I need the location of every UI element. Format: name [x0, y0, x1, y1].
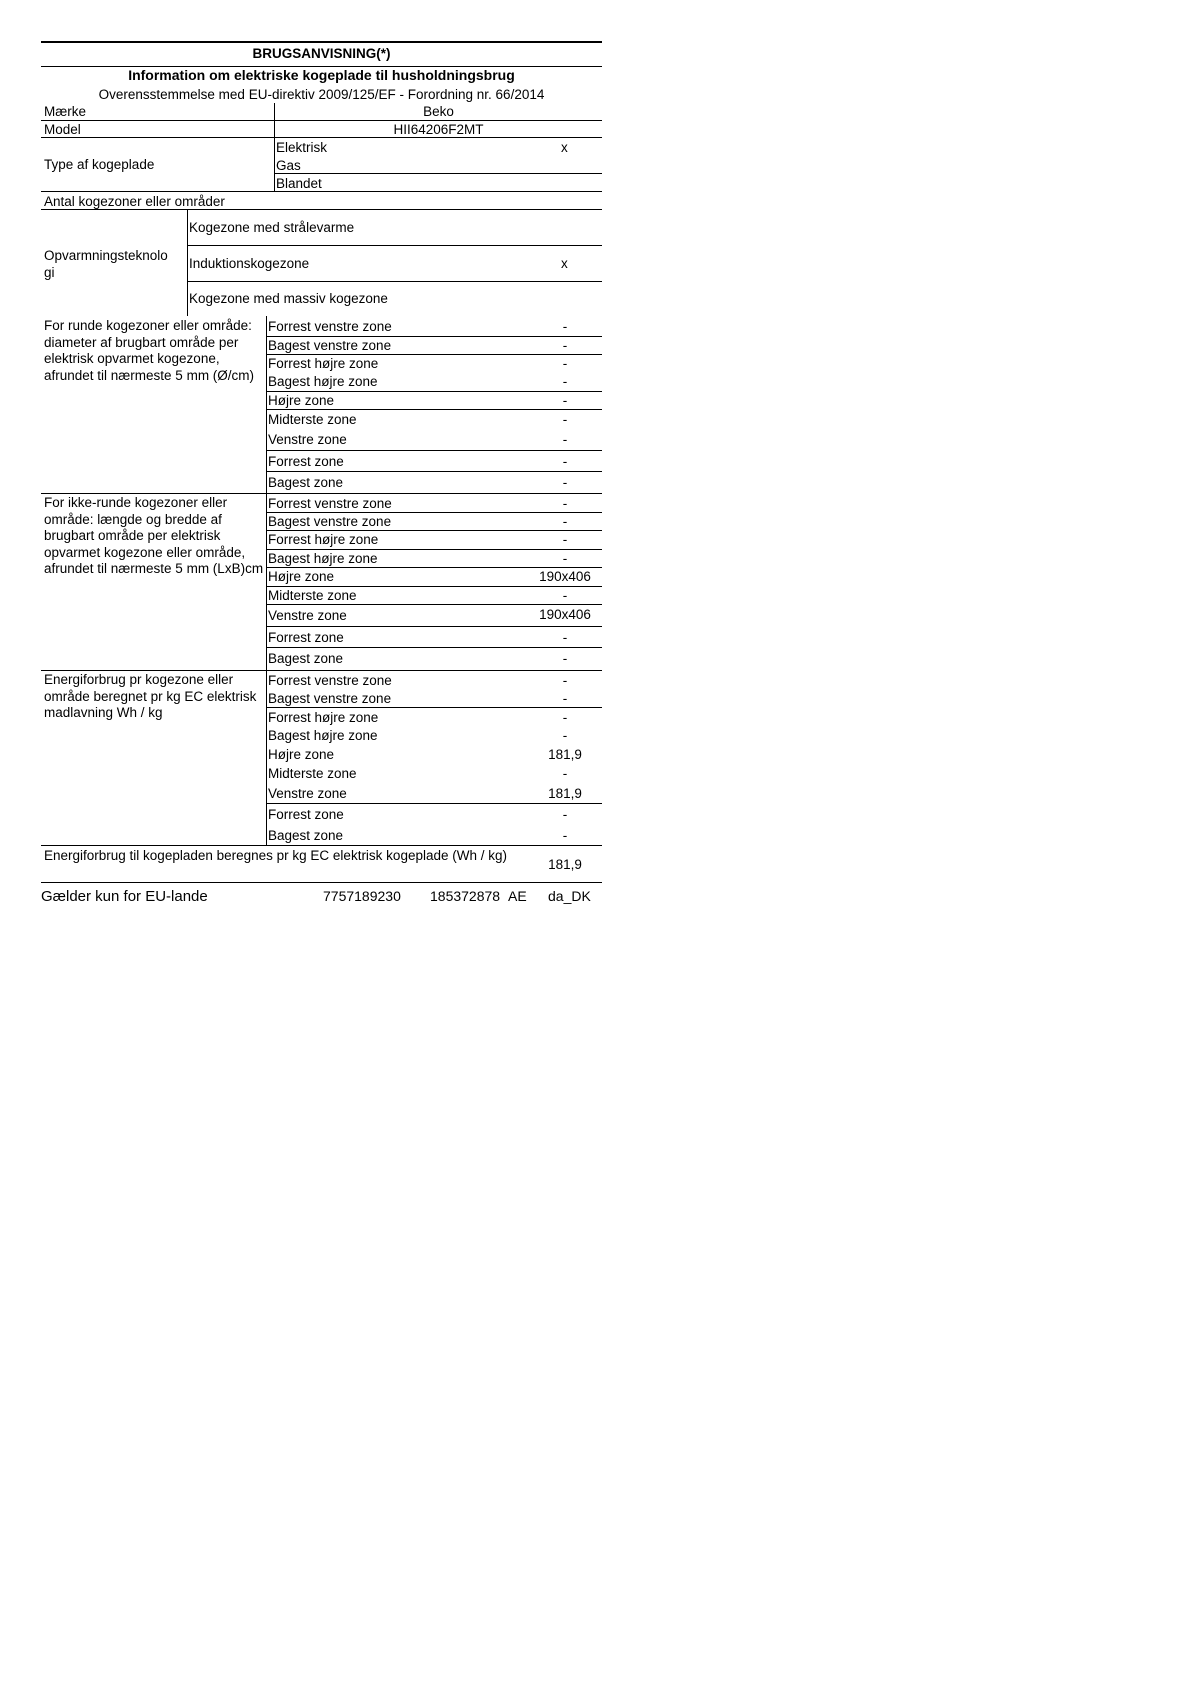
- top-rule: [41, 41, 602, 43]
- zone-value: 190x406: [539, 569, 591, 584]
- zone-value: -: [562, 393, 568, 408]
- document-code: 185372878: [430, 888, 501, 904]
- divider: [274, 173, 602, 174]
- zone-value: -: [562, 338, 568, 353]
- zone-name: Forrest zone: [268, 807, 344, 822]
- divider: [266, 604, 602, 605]
- compliance-text: Overensstemmelse med EU-direktiv 2009/125/EF - Forordning nr. 66/2014: [98, 87, 545, 102]
- divider: [266, 512, 602, 513]
- divider: [187, 209, 188, 316]
- zone-value: -: [562, 514, 568, 529]
- nonround-zones-label: For ikke-runde kogezoner eller område: længde og bredde af brugbart område per elektrisk opvarmet kogezone eller område, afrundet til nærmeste 5 mm (LxB)cm: [44, 495, 264, 576]
- zone-name: Forrest zone: [268, 454, 344, 469]
- zone-value: -: [562, 356, 568, 371]
- heating-option: Induktionskogezone: [189, 256, 310, 271]
- energy-zones-label: Energiforbrug pr kogezone eller område beregnet pr kg EC elektrisk madlavning Wh / kg: [44, 672, 257, 720]
- divider: [266, 803, 602, 804]
- zone-name: Forrest zone: [268, 630, 344, 645]
- zone-name: Forrest højre zone: [268, 356, 379, 371]
- zone-name: Højre zone: [268, 393, 335, 408]
- zone-value: 181,9: [548, 747, 582, 762]
- divider: [41, 209, 602, 210]
- document-code: AE: [508, 888, 527, 904]
- zone-name: Midterste zone: [268, 412, 357, 427]
- divider: [266, 354, 602, 355]
- divider: [266, 409, 602, 410]
- divider: [266, 450, 602, 451]
- divider: [266, 336, 602, 337]
- zone-value: 190x406: [539, 607, 591, 622]
- model-value: HII64206F2MT: [393, 122, 484, 137]
- divider: [41, 137, 602, 138]
- brand-value: Beko: [423, 104, 454, 119]
- zone-value: -: [562, 412, 568, 427]
- divider: [266, 670, 267, 845]
- zone-name: Bagest venstre zone: [268, 338, 392, 353]
- hob-type-option: Gas: [276, 158, 301, 173]
- zone-name: Forrest venstre zone: [268, 496, 392, 511]
- zone-name: Bagest venstre zone: [268, 691, 392, 706]
- zone-value: -: [562, 475, 568, 490]
- divider: [266, 493, 267, 670]
- divider: [266, 316, 267, 493]
- divider: [266, 707, 602, 708]
- document-subtitle: Information om elektriske kogeplade til husholdningsbrug: [128, 67, 515, 83]
- zone-value: -: [562, 588, 568, 603]
- zone-value: -: [562, 319, 568, 334]
- zone-value: -: [562, 807, 568, 822]
- zone-name: Bagest højre zone: [268, 551, 378, 566]
- zone-value: -: [562, 673, 568, 688]
- divider: [41, 493, 602, 494]
- locale-code: da_DK: [548, 888, 591, 904]
- divider: [266, 391, 602, 392]
- zone-value: -: [562, 651, 568, 666]
- divider: [41, 845, 602, 846]
- zone-name: Bagest højre zone: [268, 728, 378, 743]
- divider: [187, 281, 602, 282]
- document-title: BRUGSANVISNING(*): [252, 46, 391, 61]
- model-label: Model: [44, 122, 81, 137]
- divider: [266, 549, 602, 550]
- round-zones-label: For runde kogezoner eller område: diameter af brugbart område per elektrisk opvarmet kogezone, afrundet til nærmeste 5 mm (Ø/cm): [44, 318, 255, 383]
- zone-value: -: [562, 766, 568, 781]
- zone-name: Bagest zone: [268, 651, 344, 666]
- heating-label: Opvarmningsteknolo gi: [44, 248, 168, 280]
- zone-value: 181,9: [548, 786, 582, 801]
- zone-value: -: [562, 532, 568, 547]
- divider: [41, 191, 602, 192]
- divider: [266, 471, 602, 472]
- zone-name: Forrest venstre zone: [268, 319, 392, 334]
- divider: [41, 120, 602, 121]
- zone-value: -: [562, 551, 568, 566]
- zone-name: Højre zone: [268, 747, 335, 762]
- energy-total-label: Energiforbrug til kogepladen beregnes pr kg EC elektrisk kogeplade (Wh / kg): [44, 848, 507, 863]
- zone-name: Forrest venstre zone: [268, 673, 392, 688]
- heating-option: Kogezone med strålevarme: [189, 220, 355, 235]
- zone-count-label: Antal kogezoner eller områder: [44, 194, 225, 209]
- divider: [41, 670, 602, 671]
- zone-name: Bagest venstre zone: [268, 514, 392, 529]
- divider: [187, 245, 602, 246]
- zone-name: Bagest zone: [268, 475, 344, 490]
- energy-total-value: 181,9: [548, 857, 582, 872]
- divider: [266, 626, 602, 627]
- zone-name: Midterste zone: [268, 766, 357, 781]
- divider: [274, 137, 275, 191]
- zone-name: Bagest højre zone: [268, 374, 378, 389]
- zone-name: Midterste zone: [268, 588, 357, 603]
- zone-value: -: [562, 374, 568, 389]
- divider: [266, 530, 602, 531]
- zone-name: Bagest zone: [268, 828, 344, 843]
- zone-value: -: [562, 710, 568, 725]
- zone-name: Forrest højre zone: [268, 532, 379, 547]
- divider: [266, 567, 602, 568]
- zone-value: -: [562, 454, 568, 469]
- hob-type-label: Type af kogeplade: [44, 157, 155, 172]
- zone-value: -: [562, 691, 568, 706]
- hob-type-option: Elektrisk: [276, 140, 328, 155]
- zone-value: -: [562, 630, 568, 645]
- hob-type-option: Blandet: [276, 176, 322, 191]
- zone-name: Højre zone: [268, 569, 335, 584]
- zone-value: -: [562, 496, 568, 511]
- zone-value: -: [562, 728, 568, 743]
- eu-only-note: Gælder kun for EU-lande: [41, 888, 208, 905]
- zone-name: Forrest højre zone: [268, 710, 379, 725]
- zone-value: -: [562, 432, 568, 447]
- divider: [266, 647, 602, 648]
- brand-label: Mærke: [44, 104, 87, 119]
- heating-mark: x: [561, 256, 568, 271]
- heating-option: Kogezone med massiv kogezone: [189, 291, 388, 306]
- zone-value: -: [562, 828, 568, 843]
- hob-type-mark: x: [561, 140, 568, 155]
- divider: [41, 882, 602, 883]
- zone-name: Venstre zone: [268, 432, 347, 447]
- zone-name: Venstre zone: [268, 608, 347, 623]
- document-code: 7757189230: [323, 888, 401, 904]
- divider: [266, 586, 602, 587]
- zone-name: Venstre zone: [268, 786, 347, 801]
